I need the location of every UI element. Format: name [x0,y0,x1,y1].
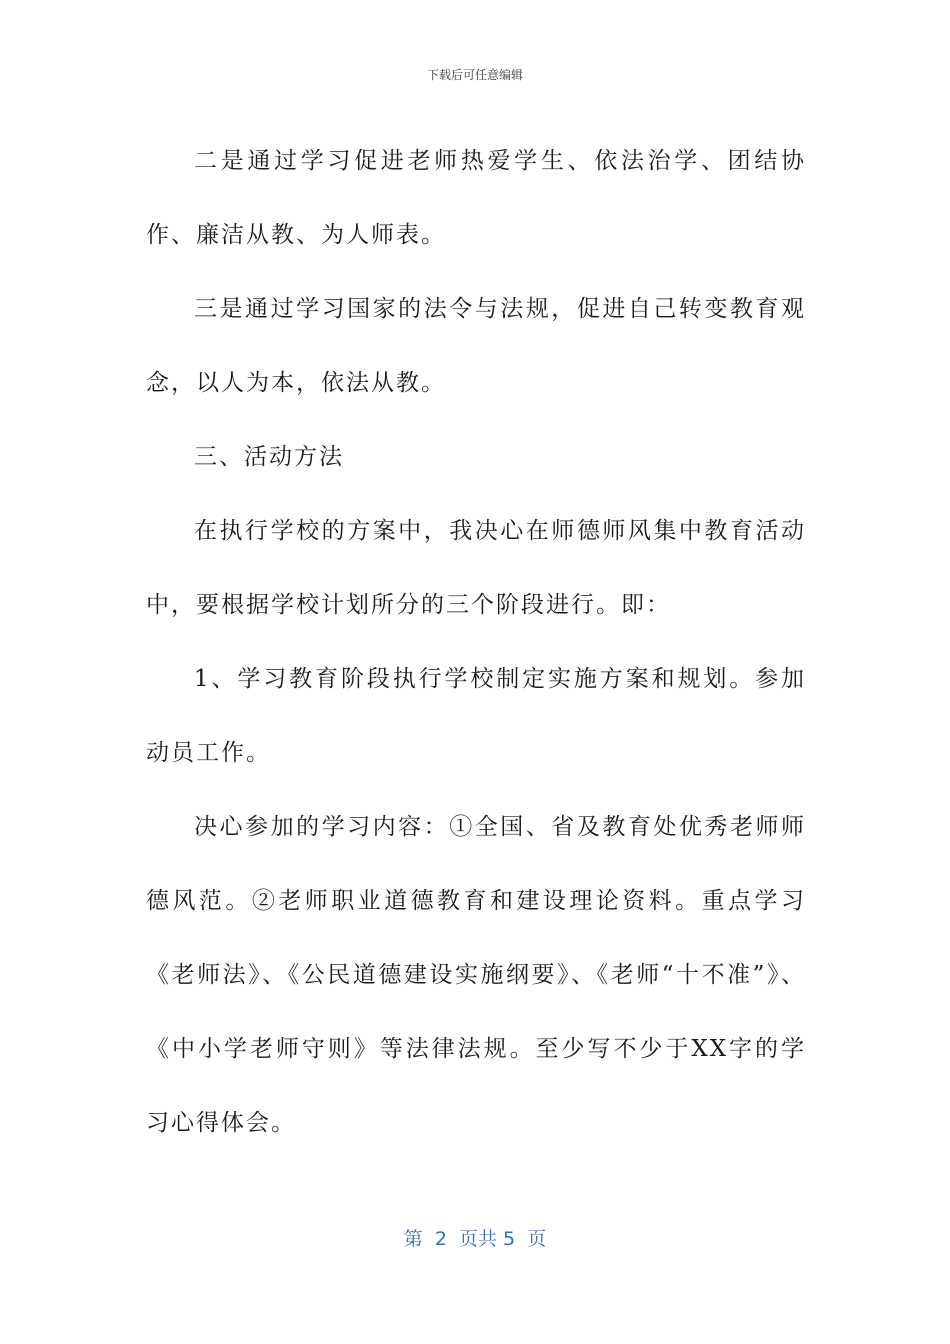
paragraph-goal-three: 三是通过学习国家的法令与法规，促进自己转变教育观念，以人为本，依法从教。 [146,296,806,396]
section-heading-activity-method: 三、活动方法 [194,444,344,470]
paragraph-stage-one: 1、学习教育阶段执行学校制定实施方案和规划。参加动员工作。 [146,666,806,766]
document-body [146,124,806,1160]
paragraph-study-content: 决心参加的学习内容：①全国、省及教育处优秀老师师德风范。②老师职业道德教育和建设理论资料。重点学习《老师法》、《公民道德建设实施纲要》、《老师“十不准”》、《中小学老师守则》等法律法规。至少写不少于XX字的学习心得体会。 [146,814,806,1136]
paragraph-goal-two: 二是通过学习促进老师热爱学生、依法治学、团结协作、廉洁从教、为人师表。 [146,148,806,248]
paragraph-execution-plan: 在执行学校的方案中，我决心在师德师风集中教育活动中，要根据学校计划所分的三个阶段进行。即： [146,518,806,618]
header-note: 下载后可任意编辑 [426,68,523,82]
page-number-footer: 第 2 页共 5 页 [403,1228,547,1250]
